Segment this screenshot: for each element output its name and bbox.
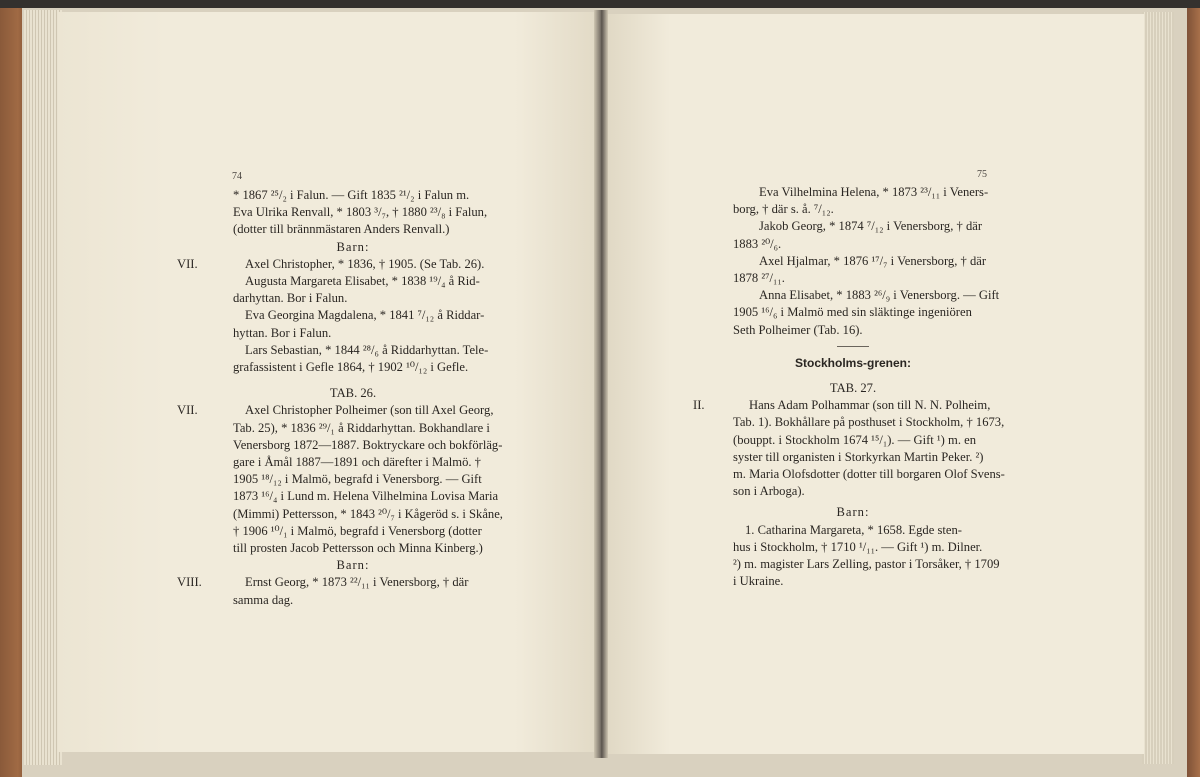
text-line: (dotter till brännmästaren Anders Renvall.)	[233, 222, 450, 237]
left-page-text	[177, 187, 503, 609]
right-page-text	[693, 184, 1005, 590]
page-number-left: 74	[232, 171, 242, 182]
text-line: Axel Christopher Polheimer (son till Axel Georg,	[245, 403, 494, 418]
text-line: (bouppt. i Stockholm 1674 ¹⁵/₁). — Gift ¹) m. en	[733, 432, 977, 447]
text-line: hus i Stockholm, † 1710 ¹/₁₁. — Gift ¹) m. Dilner.	[733, 539, 983, 554]
text-line: Axel Christopher, * 1836, † 1905. (Se Tab. 26).	[245, 256, 485, 271]
section-heading-barn: Barn:	[836, 505, 870, 520]
text-line: Jakob Georg, * 1874 ⁷/₁₂ i Venersborg, † där	[759, 219, 983, 234]
table-heading: TAB. 27.	[829, 381, 877, 396]
text-line: Anna Elisabet, * 1883 ²⁶/₉ i Venersborg. — Gift	[759, 288, 1000, 303]
text-line: 1. Catharina Margareta, * 1658. Egde sten-	[745, 522, 962, 537]
text-line: Hans Adam Polhammar (son till N. N. Polheim,	[749, 398, 991, 413]
text-line: Ernst Georg, * 1873 ²²/₁₁ i Venersborg, † där	[245, 575, 469, 590]
section-heading-stockholms-grenen: Stockholms-grenen:	[794, 355, 911, 370]
roman-numeral: VII.	[177, 403, 198, 418]
text-line: borg, † där s. å. ⁷/₁₂.	[733, 202, 834, 217]
text-line: m. Maria Olofsdotter (dotter till borgaren Olof Svens-	[733, 467, 1005, 482]
text-line: Seth Polheimer (Tab. 16).	[733, 322, 863, 337]
text-line: 1873 ¹⁶/₄ i Lund m. Helena Vilhelmina Lovisa Maria	[233, 489, 499, 504]
text-line: i Ukraine.	[733, 574, 784, 589]
table-heading: TAB. 26.	[329, 386, 377, 401]
section-heading-barn: Barn:	[336, 558, 370, 573]
text-line: 1905 ¹⁸/₁₂ i Malmö, begrafd i Venersborg. — Gift	[233, 472, 482, 487]
text-line: darhyttan. Bor i Falun.	[233, 291, 348, 306]
text-line: Venersborg 1872—1887. Boktryckare och bokförläg-	[233, 437, 503, 452]
text-line: son i Arboga).	[733, 484, 805, 499]
text-line: Tab. 1). Bokhållare på posthuset i Stockholm, † 1673,	[733, 415, 1005, 430]
entry-row	[177, 256, 485, 273]
text-line: grafassistent i Gefle 1864, † 1902 ¹⁰/₁₂ i Gefle.	[233, 360, 469, 375]
text-line: Eva Ulrika Renvall, * 1803 ³/₇, † 1880 ²³/₈ i Falun,	[233, 205, 488, 220]
section-divider	[837, 346, 869, 347]
text-line: 1878 ²⁷/₁₁.	[733, 271, 785, 286]
text-line: syster till organisten i Storkyrkan Martin Peker. ²)	[733, 449, 984, 464]
text-line: Lars Sebastian, * 1844 ²⁸/₆ å Riddarhyttan. Tele-	[245, 342, 489, 357]
text-line: till prosten Jacob Pettersson och Minna Kinberg.)	[233, 541, 483, 556]
text-line: Axel Hjalmar, * 1876 ¹⁷/₇ i Venersborg, † där	[759, 253, 987, 268]
text-line: (Mimmi) Pettersson, * 1843 ²⁰/₇ i Kågeröd s. i Skåne,	[233, 506, 503, 521]
text-line: Eva Vilhelmina Helena, * 1873 ²³/₁₁ i Veners-	[759, 185, 989, 199]
page-number-right: 75	[977, 169, 987, 180]
entry-row	[693, 397, 991, 414]
entry-row	[177, 574, 473, 591]
text-line: gare i Åmål 1887—1891 och därefter i Malmö. †	[233, 455, 481, 470]
roman-numeral: VIII.	[177, 575, 202, 590]
text-line: Eva Georgina Magdalena, * 1841 ⁷/₁₂ å Riddar-	[245, 308, 485, 323]
page-edges-left	[24, 10, 62, 765]
roman-numeral: II.	[693, 398, 705, 413]
entry-row	[177, 402, 494, 419]
book-gutter	[594, 10, 608, 758]
page-edges-right	[1142, 12, 1174, 764]
text-line: hyttan. Bor i Falun.	[233, 325, 332, 340]
text-line: samma dag.	[233, 592, 294, 607]
text-line: † 1906 ¹⁰/₁ i Malmö, begrafd i Venersborg (dotter	[233, 523, 482, 538]
text-line: 1883 ²⁰/₆.	[733, 236, 782, 251]
text-line: ²) m. magister Lars Zelling, pastor i Torsåker, † 1709	[733, 557, 1000, 572]
text-line: * 1867 ²⁵/₂ i Falun. — Gift 1835 ²¹/₂ i Falun m.	[233, 188, 470, 202]
section-heading-barn: Barn:	[336, 239, 370, 254]
text-line: 1905 ¹⁶/₆ i Malmö med sin släktinge ingeniören	[733, 305, 972, 320]
text-line: Tab. 25), * 1836 ²⁹/₁ å Riddarhyttan. Bokhandlare i	[233, 420, 490, 435]
roman-numeral: VII.	[177, 256, 198, 271]
text-line: Augusta Margareta Elisabet, * 1838 ¹⁹/₄ å Rid-	[245, 274, 480, 289]
